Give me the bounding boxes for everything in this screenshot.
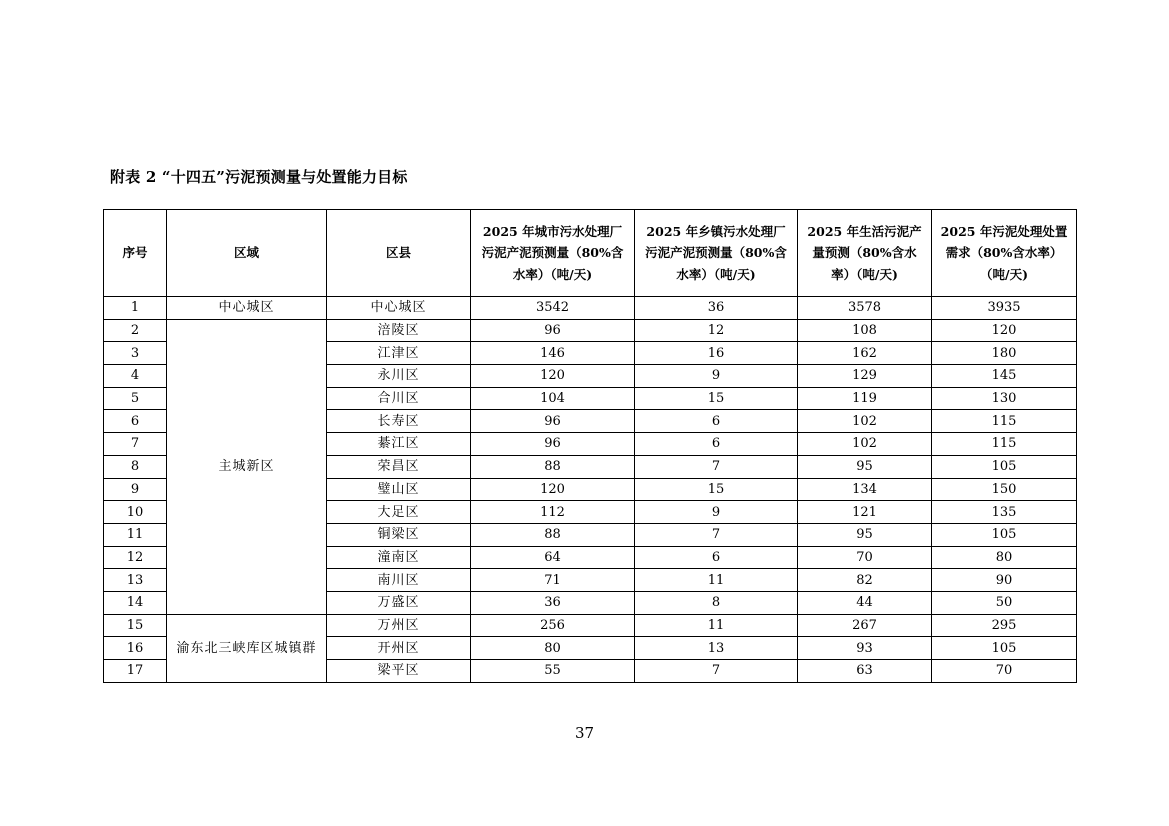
cell-district: 潼南区 [327, 546, 471, 569]
cell-city: 3542 [471, 297, 635, 320]
cell-demand: 130 [932, 387, 1077, 410]
cell-town: 36 [635, 297, 798, 320]
cell-town: 9 [635, 365, 798, 388]
cell-district: 永川区 [327, 365, 471, 388]
cell-region: 中心城区 [167, 297, 327, 320]
cell-domestic: 70 [798, 546, 932, 569]
cell-city: 71 [471, 569, 635, 592]
cell-district: 荣昌区 [327, 455, 471, 478]
page-number: 37 [574, 724, 595, 742]
cell-town: 15 [635, 387, 798, 410]
cell-domestic: 3578 [798, 297, 932, 320]
cell-seq: 10 [104, 501, 167, 524]
cell-demand: 295 [932, 614, 1077, 637]
cell-seq: 17 [104, 660, 167, 683]
cell-district: 长寿区 [327, 410, 471, 433]
cell-city: 88 [471, 455, 635, 478]
header-district: 区县 [327, 210, 471, 297]
cell-city: 55 [471, 660, 635, 683]
header-city-sludge: 2025 年城市污水处理厂污泥产泥预测量（80%含水率）（吨/天) [471, 210, 635, 297]
cell-domestic: 121 [798, 501, 932, 524]
cell-seq: 14 [104, 591, 167, 614]
cell-seq: 2 [104, 319, 167, 342]
cell-demand: 135 [932, 501, 1077, 524]
cell-demand: 70 [932, 660, 1077, 683]
cell-seq: 3 [104, 342, 167, 365]
cell-domestic: 63 [798, 660, 932, 683]
cell-district: 梁平区 [327, 660, 471, 683]
cell-district: 涪陵区 [327, 319, 471, 342]
header-region: 区域 [167, 210, 327, 297]
header-demand: 2025 年污泥处理处置需求（80%含水率）（吨/天) [932, 210, 1077, 297]
cell-demand: 105 [932, 455, 1077, 478]
cell-domestic: 129 [798, 365, 932, 388]
cell-seq: 9 [104, 478, 167, 501]
cell-town: 7 [635, 660, 798, 683]
cell-district: 綦江区 [327, 433, 471, 456]
cell-city: 120 [471, 478, 635, 501]
cell-seq: 1 [104, 297, 167, 320]
cell-city: 96 [471, 433, 635, 456]
cell-domestic: 44 [798, 591, 932, 614]
cell-domestic: 82 [798, 569, 932, 592]
cell-town: 15 [635, 478, 798, 501]
sludge-table [103, 209, 1077, 683]
cell-domestic: 102 [798, 410, 932, 433]
cell-town: 9 [635, 501, 798, 524]
cell-seq: 16 [104, 637, 167, 660]
cell-demand: 120 [932, 319, 1077, 342]
cell-demand: 3935 [932, 297, 1077, 320]
table-row [104, 297, 1077, 320]
cell-town: 11 [635, 569, 798, 592]
cell-seq: 4 [104, 365, 167, 388]
cell-demand: 115 [932, 410, 1077, 433]
cell-city: 146 [471, 342, 635, 365]
cell-domestic: 267 [798, 614, 932, 637]
cell-town: 6 [635, 433, 798, 456]
cell-city: 104 [471, 387, 635, 410]
cell-seq: 11 [104, 523, 167, 546]
cell-town: 7 [635, 523, 798, 546]
cell-district: 万州区 [327, 614, 471, 637]
header-town-sludge: 2025 年乡镇污水处理厂污泥产泥预测量（80%含水率）（吨/天) [635, 210, 798, 297]
cell-domestic: 119 [798, 387, 932, 410]
cell-demand: 105 [932, 523, 1077, 546]
cell-domestic: 108 [798, 319, 932, 342]
cell-district: 合川区 [327, 387, 471, 410]
cell-domestic: 95 [798, 523, 932, 546]
cell-demand: 105 [932, 637, 1077, 660]
table-row [104, 614, 1077, 637]
cell-district: 铜梁区 [327, 523, 471, 546]
cell-seq: 15 [104, 614, 167, 637]
cell-city: 96 [471, 319, 635, 342]
cell-city: 96 [471, 410, 635, 433]
cell-town: 7 [635, 455, 798, 478]
cell-demand: 180 [932, 342, 1077, 365]
cell-seq: 7 [104, 433, 167, 456]
cell-district: 江津区 [327, 342, 471, 365]
cell-region: 渝东北三峡库区城镇群 [167, 614, 327, 682]
cell-domestic: 95 [798, 455, 932, 478]
header-row [104, 210, 1077, 297]
cell-city: 36 [471, 591, 635, 614]
cell-town: 6 [635, 410, 798, 433]
cell-demand: 90 [932, 569, 1077, 592]
cell-region: 主城新区 [167, 319, 327, 614]
cell-district: 中心城区 [327, 297, 471, 320]
table-row [104, 319, 1077, 342]
cell-city: 120 [471, 365, 635, 388]
cell-demand: 80 [932, 546, 1077, 569]
cell-seq: 5 [104, 387, 167, 410]
cell-district: 璧山区 [327, 478, 471, 501]
header-seq: 序号 [104, 210, 167, 297]
cell-district: 南川区 [327, 569, 471, 592]
table-title: 附表 2 “十四五”污泥预测量与处置能力目标 [110, 168, 408, 186]
cell-domestic: 162 [798, 342, 932, 365]
cell-domestic: 102 [798, 433, 932, 456]
cell-district: 大足区 [327, 501, 471, 524]
cell-town: 16 [635, 342, 798, 365]
cell-city: 112 [471, 501, 635, 524]
cell-town: 8 [635, 591, 798, 614]
cell-town: 12 [635, 319, 798, 342]
cell-town: 6 [635, 546, 798, 569]
cell-seq: 13 [104, 569, 167, 592]
cell-domestic: 134 [798, 478, 932, 501]
cell-town: 11 [635, 614, 798, 637]
cell-district: 开州区 [327, 637, 471, 660]
cell-city: 64 [471, 546, 635, 569]
cell-seq: 6 [104, 410, 167, 433]
header-domestic-sludge: 2025 年生活污泥产量预测（80%含水率）（吨/天) [798, 210, 932, 297]
cell-city: 88 [471, 523, 635, 546]
cell-seq: 12 [104, 546, 167, 569]
cell-domestic: 93 [798, 637, 932, 660]
cell-demand: 150 [932, 478, 1077, 501]
cell-seq: 8 [104, 455, 167, 478]
cell-demand: 145 [932, 365, 1077, 388]
cell-demand: 50 [932, 591, 1077, 614]
cell-city: 256 [471, 614, 635, 637]
cell-demand: 115 [932, 433, 1077, 456]
cell-town: 13 [635, 637, 798, 660]
cell-city: 80 [471, 637, 635, 660]
cell-district: 万盛区 [327, 591, 471, 614]
